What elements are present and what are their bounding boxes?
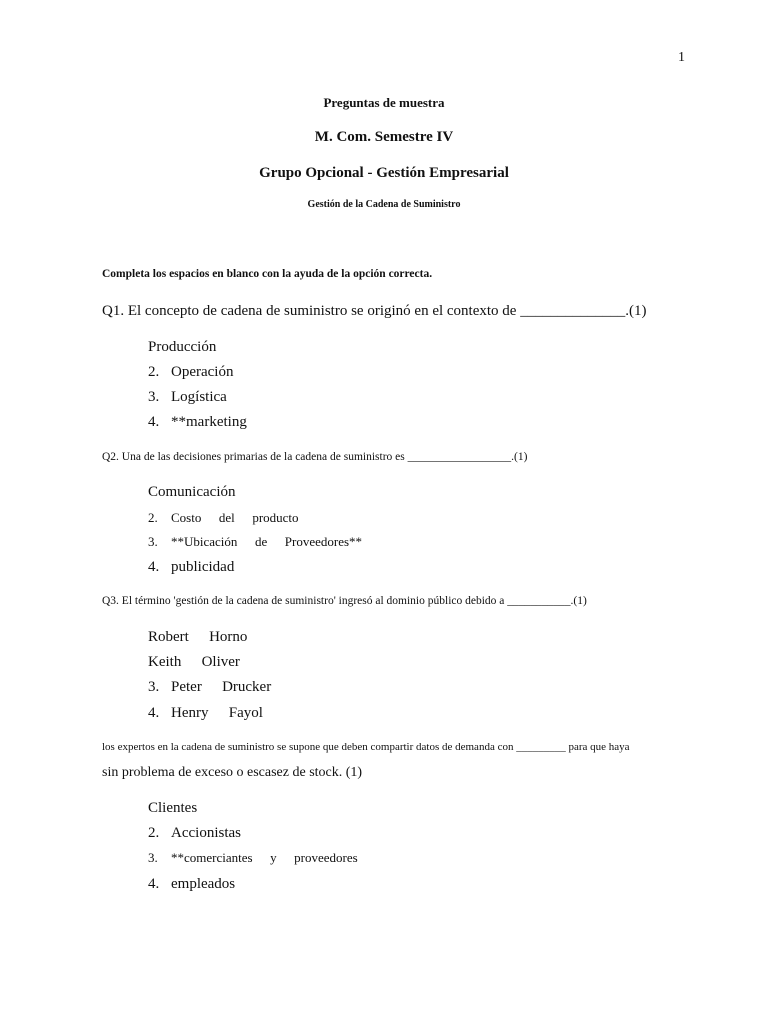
q4-option-1: Clientes	[148, 800, 198, 816]
q2-option-3: 3. **Ubicación de Proveedores**	[148, 534, 363, 549]
q4-option-2: 2. Accionistas	[148, 825, 241, 841]
question-4-line-2: sin problema de exceso o escasez de stock. (1)	[102, 765, 363, 780]
doc-course: M. Com. Semestre IV	[314, 129, 454, 145]
question-2: Q2. Una de las decisiones primarias de la cadena de suministro es __________________.(1)	[102, 451, 528, 463]
q1-option-2: 2. Operación	[148, 364, 234, 380]
question-1: Q1. El concepto de cadena de suministro se originó en el contexto de ______________.(1)	[102, 303, 647, 319]
q3-option-3: 3. Peter Drucker	[148, 679, 272, 695]
q1-option-4: 4. **marketing	[148, 414, 247, 430]
question-4-line-1: los expertos en la cadena de suministro se supone que deben compartir datos de demanda con _________ para que haya	[102, 741, 630, 753]
q3-option-2: Keith Oliver	[148, 654, 240, 670]
q4-option-4: 4. empleados	[148, 876, 236, 892]
q4-option-3: 3. **comerciantes y proveedores	[148, 850, 358, 865]
q2-option-4: 4. publicidad	[148, 559, 235, 575]
question-3: Q3. El término 'gestión de la cadena de suministro' ingresó al dominio público debido a ___________.(1)	[102, 595, 587, 607]
doc-subject: Gestión de la Cadena de Suministro	[307, 199, 461, 210]
q2-option-2: 2. Costo del producto	[148, 510, 299, 525]
q1-option-3: 3. Logística	[148, 389, 227, 405]
q2-option-1: Comunicación	[148, 484, 236, 500]
doc-group: Grupo Opcional - Gestión Empresarial	[259, 165, 509, 181]
page-number: 1	[678, 50, 685, 65]
doc-title: Preguntas de muestra	[323, 95, 445, 110]
q3-option-4: 4. Henry Fayol	[148, 705, 263, 721]
q1-option-1: Producción	[148, 339, 217, 355]
q3-option-1: Robert Horno	[148, 629, 248, 645]
instruction-text: Completa los espacios en blanco con la ayuda de la opción correcta.	[102, 268, 433, 280]
